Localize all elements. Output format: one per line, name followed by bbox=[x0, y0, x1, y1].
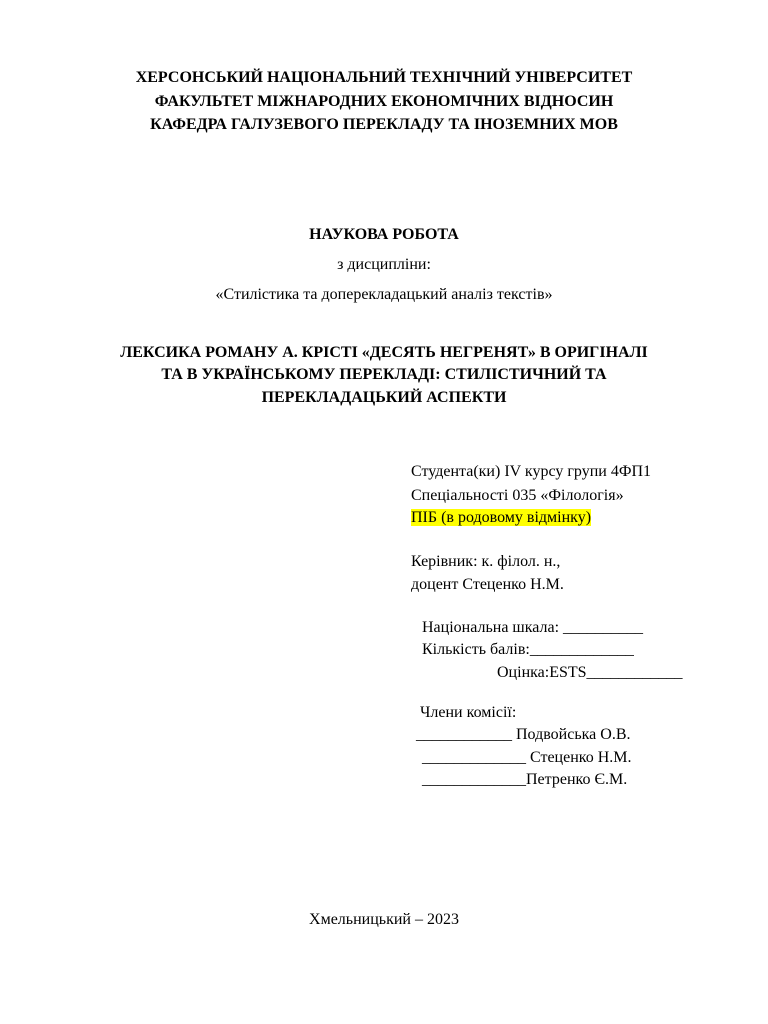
commission-label: Члени комісії: bbox=[420, 704, 517, 721]
supervisor-name: доцент Стеценко Н.М. bbox=[411, 576, 564, 593]
ects-grade: Оцінка:ESTS____________ bbox=[497, 664, 683, 681]
city-year: Хмельницький – 2023 bbox=[309, 911, 459, 928]
discipline-name: «Стилістика та доперекладацький аналіз текстів» bbox=[215, 286, 553, 303]
supervisor-degree: Керівник: к. філол. н., bbox=[411, 553, 561, 570]
highlighted-name-placeholder: ПІБ (в родовому відмінку) bbox=[411, 509, 592, 526]
student-course-group: Студента(ки) IV курсу групи 4ФП1 bbox=[411, 463, 652, 480]
faculty-name: ФАКУЛЬТЕТ МІЖНАРОДНИХ ЕКОНОМІЧНИХ ВІДНОСИН bbox=[154, 93, 614, 110]
work-type: НАУКОВА РОБОТА bbox=[309, 226, 459, 243]
title-line-1: ЛЕКСИКА РОМАНУ А. КРІСТІ «ДЕСЯТЬ НЕГРЕНЯТ» В ОРИГІНАЛІ bbox=[120, 344, 648, 361]
discipline-prefix: з дисципліни: bbox=[337, 256, 431, 273]
commission-member-1: ____________ Подвойська О.В. bbox=[416, 726, 631, 743]
commission-member-3: _____________Петренко Є.М. bbox=[418, 771, 628, 788]
title-line-2: ТА В УКРАЇНСЬКОМУ ПЕРЕКЛАДІ: СТИЛІСТИЧНИЙ ТА bbox=[161, 366, 607, 383]
title-line-3: ПЕРЕКЛАДАЦЬКИЙ АСПЕКТИ bbox=[261, 389, 507, 406]
university-name: ХЕРСОНСЬКИЙ НАЦІОНАЛЬНИЙ ТЕХНІЧНИЙ УНІВЕРСИТЕТ bbox=[135, 69, 633, 86]
student-specialty: Спеціальності 035 «Філологія» bbox=[411, 487, 624, 504]
points-count: Кількість балів:_____________ bbox=[422, 641, 634, 658]
student-name-placeholder bbox=[411, 508, 591, 528]
department-name: КАФЕДРА ГАЛУЗЕВОГО ПЕРЕКЛАДУ ТА ІНОЗЕМНИХ МОВ bbox=[150, 116, 618, 133]
national-scale: Національна шкала: __________ bbox=[422, 619, 644, 636]
commission-member-2: _____________ Стеценко Н.М. bbox=[418, 749, 632, 766]
